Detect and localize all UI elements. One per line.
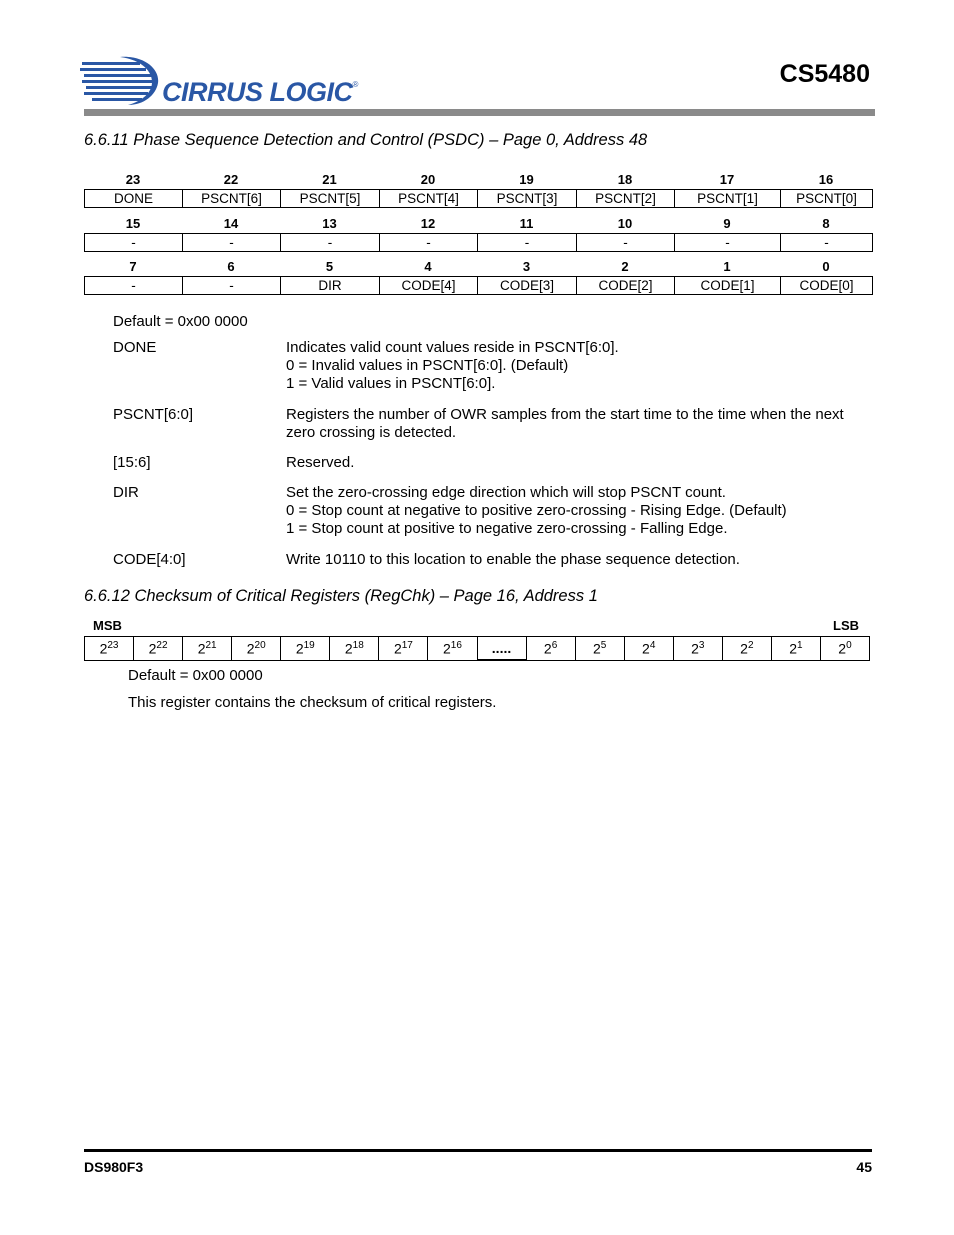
bit-base: 2 <box>148 640 157 657</box>
checksum-bit-cell <box>134 637 183 661</box>
bit-number: 18 <box>617 172 633 187</box>
logo-text: CIRRUS LOGIC <box>162 77 353 107</box>
bit-number: 20 <box>420 172 436 187</box>
bit-number: 9 <box>723 216 731 231</box>
description-line: 1 = Stop count at positive to negative zero-crossing - Falling Edge. <box>286 520 728 537</box>
msb-label: MSB <box>93 618 122 633</box>
description-line: Reserved. <box>286 454 355 471</box>
bit-number: 14 <box>223 216 239 231</box>
bit-number: 13 <box>322 216 337 231</box>
field-name: CODE[4:0] <box>113 551 186 568</box>
register-cell: - <box>781 234 873 252</box>
default-value: Default = 0x00 0000 <box>113 313 248 330</box>
msb-lsb-labels <box>84 618 872 634</box>
bit-number: 15 <box>125 216 141 231</box>
bit-number: 4 <box>424 259 432 274</box>
checksum-bit-cell <box>281 637 330 661</box>
bit-base: 2 <box>838 640 847 657</box>
lsb-label: LSB <box>833 618 859 633</box>
checksum-bit-cell <box>330 637 379 661</box>
register-cell: DONE <box>85 190 183 208</box>
bit-exponent: 16 <box>450 639 462 651</box>
register-cell: CODE[3] <box>478 277 577 295</box>
register-cell: PSCNT[0] <box>781 190 873 208</box>
register-cell: CODE[2] <box>577 277 675 295</box>
field-description <box>286 484 873 538</box>
bit-exponent: 18 <box>352 639 364 651</box>
bit-exponent: 22 <box>156 639 168 651</box>
ellipsis-cell <box>477 637 526 661</box>
registered-mark: ® <box>352 80 358 89</box>
page-number: 45 <box>856 1159 872 1175</box>
bit-numbers-row-3 <box>84 259 872 274</box>
bit-base: 2 <box>393 640 402 657</box>
bit-exponent: 20 <box>254 639 266 651</box>
field-description <box>286 454 873 472</box>
checksum-bit-cell <box>771 637 820 661</box>
checksum-bit-table <box>84 636 870 661</box>
bit-number: 5 <box>325 259 334 274</box>
bit-exponent: 3 <box>698 639 705 651</box>
register-cell: PSCNT[2] <box>577 190 675 208</box>
bit-exponent: 19 <box>303 639 315 651</box>
bit-numbers-row-1 <box>84 172 872 187</box>
register-description: This register contains the checksum of critical registers. <box>128 694 497 711</box>
bit-base: 2 <box>99 640 108 657</box>
bit-exponent: 23 <box>107 639 119 651</box>
register-cell: - <box>85 234 183 252</box>
description-line: Write 10110 to this location to enable the phase sequence detection. <box>286 551 740 568</box>
bit-base: 2 <box>740 640 748 657</box>
field-description <box>286 406 873 442</box>
register-cell: - <box>675 234 781 252</box>
register-cell: - <box>380 234 478 252</box>
bit-number: 2 <box>621 259 629 274</box>
register-cell: PSCNT[1] <box>675 190 781 208</box>
register-cell: CODE[4] <box>380 277 478 295</box>
register-cell: - <box>183 277 281 295</box>
field-name: PSCNT[6:0] <box>113 406 194 423</box>
register-cell: - <box>281 234 380 252</box>
bit-base: 2 <box>344 640 353 657</box>
bit-exponent: 17 <box>401 639 413 651</box>
bit-base: 2 <box>592 640 601 657</box>
description-line: Indicates valid count values reside in PSCNT[6:0]. <box>286 339 619 356</box>
bit-base: 2 <box>246 640 255 657</box>
bit-number: 22 <box>223 172 239 187</box>
description-line: 0 = Stop count at negative to positive zero-crossing - Rising Edge. (Default) <box>286 502 787 519</box>
bit-number: 6 <box>227 259 235 274</box>
register-table-row-1 <box>84 189 873 208</box>
register-cell: PSCNT[4] <box>380 190 478 208</box>
description-line: Registers the number of OWR samples from the start time to the time when the next <box>286 406 844 423</box>
register-cell: PSCNT[5] <box>281 190 380 208</box>
checksum-bit-cell <box>820 637 869 661</box>
bit-number: 12 <box>420 216 436 231</box>
bit-exponent: 4 <box>649 639 656 651</box>
bit-number: 8 <box>822 216 830 231</box>
field-description <box>286 339 873 393</box>
bit-exponent: 5 <box>600 639 607 651</box>
default-value: Default = 0x00 0000 <box>128 667 263 684</box>
register-cell: CODE[1] <box>675 277 781 295</box>
cirrus-logic-logo <box>80 55 360 107</box>
bit-exponent: 2 <box>747 639 754 651</box>
register-cell: - <box>183 234 281 252</box>
bit-number: 16 <box>818 172 834 187</box>
checksum-bit-cell <box>624 637 673 661</box>
checksum-bit-cell <box>183 637 232 661</box>
register-cell: - <box>478 234 577 252</box>
register-cell: - <box>577 234 675 252</box>
description-line: 0 = Invalid values in PSCNT[6:0]. (Default) <box>286 357 569 374</box>
bit-base: 2 <box>789 640 798 657</box>
description-line: Set the zero-crossing edge direction which will stop PSCNT count. <box>286 484 726 501</box>
register-cell: - <box>85 277 183 295</box>
checksum-bit-cell <box>428 637 477 661</box>
logo-swoosh-icon <box>80 55 162 107</box>
checksum-bit-cell <box>85 637 134 661</box>
bit-exponent: 21 <box>205 639 217 651</box>
bit-number: 0 <box>822 259 830 274</box>
bit-base: ..... <box>491 640 512 656</box>
bit-number: 19 <box>519 172 534 187</box>
bit-number: 17 <box>719 172 735 187</box>
bit-number: 23 <box>125 172 141 187</box>
section-heading-regchk: 6.6.12 Checksum of Critical Registers (RegChk) – Page 16, Address 1 <box>84 587 598 605</box>
bit-base: 2 <box>443 640 451 657</box>
bit-base: 2 <box>295 640 304 657</box>
field-description <box>286 551 873 569</box>
register-table-row-3 <box>84 276 873 295</box>
checksum-bit-cell <box>673 637 722 661</box>
bit-base: 2 <box>197 640 206 657</box>
bit-number: 10 <box>617 216 633 231</box>
description-line: zero crossing is detected. <box>286 424 457 441</box>
bit-number: 11 <box>519 216 534 231</box>
checksum-bit-cell <box>575 637 624 661</box>
register-cell: CODE[0] <box>781 277 873 295</box>
bit-base: 2 <box>691 640 699 657</box>
bit-number: 7 <box>129 259 137 274</box>
checksum-bit-cell <box>722 637 771 661</box>
field-name: DIR <box>113 484 139 501</box>
document-id: DS980F3 <box>84 1159 144 1175</box>
footer-rule <box>84 1149 872 1152</box>
field-name: DONE <box>113 339 157 356</box>
register-cell: DIR <box>281 277 380 295</box>
header-bar <box>84 109 875 116</box>
register-table-row-2 <box>84 233 873 252</box>
section-heading-psdc: 6.6.11 Phase Sequence Detection and Control (PSDC) – Page 0, Address 48 <box>84 131 648 149</box>
register-cell: PSCNT[6] <box>183 190 281 208</box>
field-name: [15:6] <box>113 454 151 471</box>
checksum-bit-cell <box>379 637 428 661</box>
bit-exponent: 0 <box>846 639 852 651</box>
bit-base: 2 <box>642 640 650 657</box>
bit-exponent: 6 <box>551 639 558 651</box>
checksum-bit-cell <box>526 637 575 661</box>
bit-number: 21 <box>322 172 337 187</box>
bit-exponent: 1 <box>797 639 803 651</box>
register-cell: PSCNT[3] <box>478 190 577 208</box>
bit-base: 2 <box>543 640 552 657</box>
description-line: 1 = Valid values in PSCNT[6:0]. <box>286 375 496 392</box>
bit-number: 1 <box>723 259 731 274</box>
bit-numbers-row-2 <box>84 216 872 231</box>
document-title: CS5480 <box>779 60 870 88</box>
checksum-bit-cell <box>232 637 281 661</box>
bit-number: 3 <box>522 259 531 274</box>
